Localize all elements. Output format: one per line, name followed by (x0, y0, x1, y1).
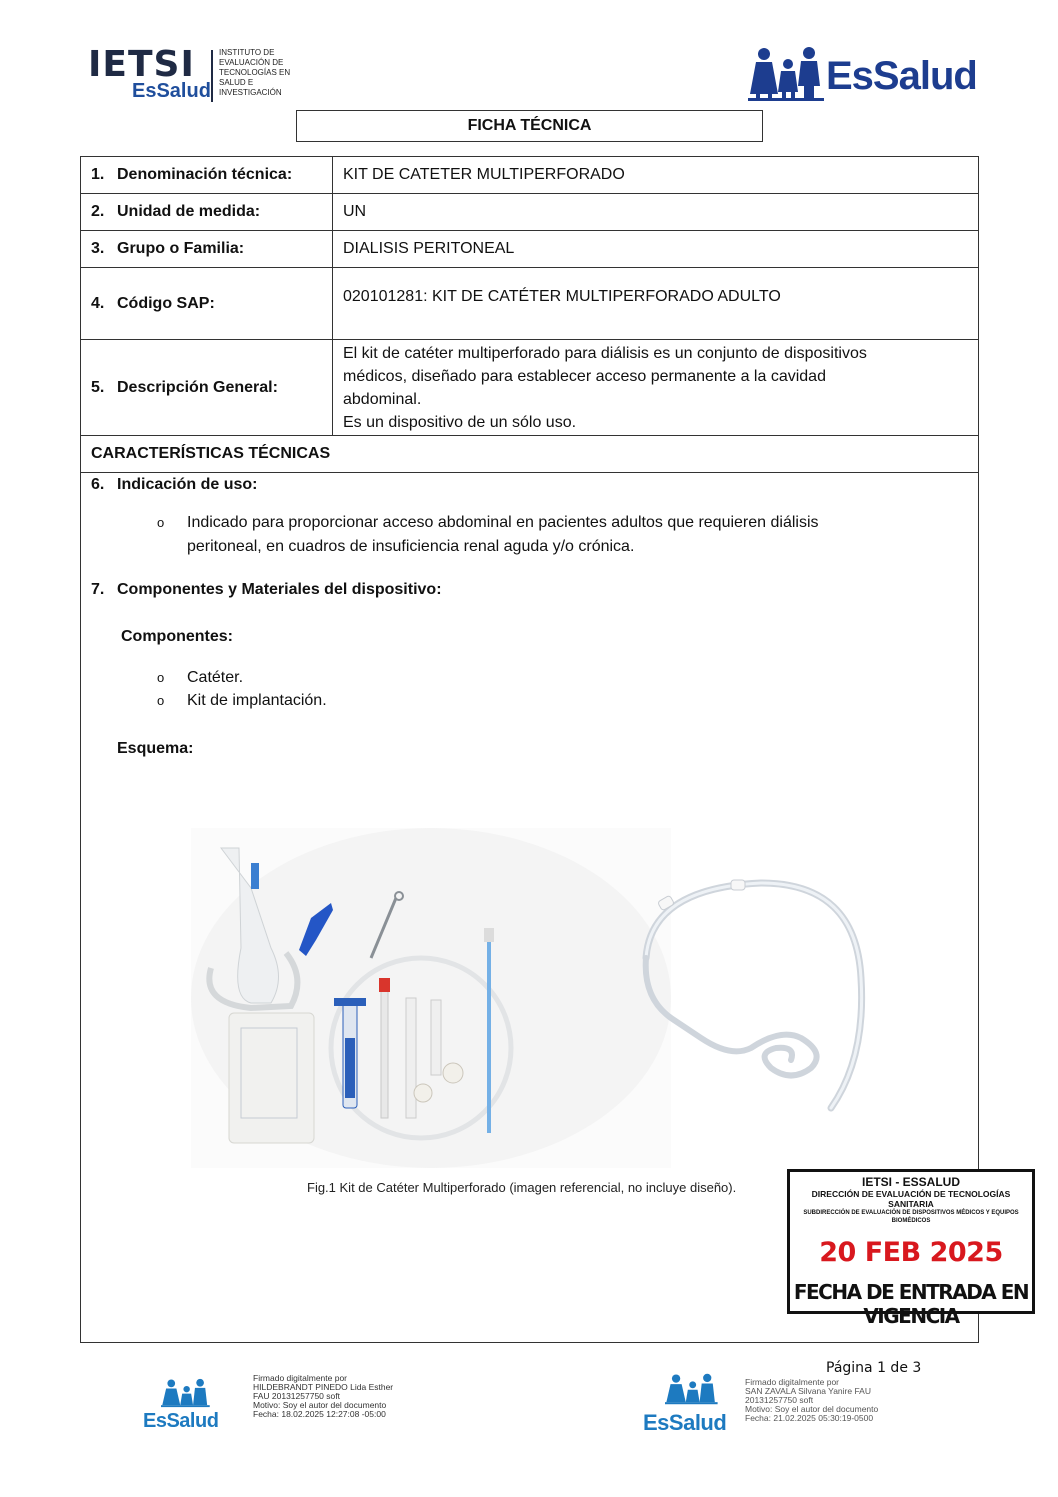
item-6-heading: 6. Indicación de uso: (91, 476, 258, 493)
row-label: 4. Código SAP: (81, 268, 333, 339)
table-row (81, 157, 978, 194)
row-value: DIALISIS PERITONEAL (343, 240, 515, 257)
family-icon (665, 1372, 719, 1406)
technical-sheet-table (80, 156, 979, 1343)
stamp-direction: DIRECCIÓN DE EVALUACIÓN DE TECNOLOGÍAS SANITARIA (811, 1189, 1011, 1209)
components-heading: Componentes: (121, 628, 233, 645)
essalud-logo-text: EsSalud (826, 54, 977, 98)
page-number: Página 1 de 3 (826, 1360, 922, 1376)
bullet-icon: o (157, 670, 165, 685)
stamp-label: FECHA DE ENTRADA EN VIGENCIA (793, 1280, 1029, 1328)
list-item: o Catéter. (157, 666, 243, 690)
bullet-icon: o (157, 515, 165, 530)
stamp-subdirection: SUBDIRECCIÓN DE EVALUACIÓN DE DISPOSITIVOS MÉDICOS Y EQUIPOS BIOMÉDICOS (803, 1210, 1019, 1224)
essalud-logo (748, 46, 978, 102)
section-heading: CARACTERÍSTICAS TÉCNICAS (81, 436, 978, 473)
footer-logo-text: EsSalud (643, 1410, 727, 1435)
digital-signature-1: Firmado digitalmente por HILDEBRANDT PINEDO Lida Esther FAU 20131257750 soft Motivo: Soy el autor del documento Fecha: 18.02.2025 12:27:08 -05:00 (253, 1373, 394, 1419)
row-label: 3. Grupo o Familia: (81, 231, 333, 267)
footer-essalud-logo (143, 1378, 233, 1434)
table-row (81, 231, 978, 268)
validity-stamp (787, 1169, 1035, 1328)
ietsi-logo-divider (211, 50, 213, 102)
footer-logo-text: EsSalud (143, 1410, 219, 1432)
digital-signature-2: Firmado digitalmente por SAN ZAVALA Silvana Yanire FAU 20131257750 soft Motivo: Soy el autor del documento Fecha: 21.02.2025 05:30:19-0500 (745, 1377, 879, 1423)
stamp-date: 20 FEB 2025 (819, 1237, 1003, 1268)
stamp-title: IETSI - ESSALUD (861, 1175, 960, 1189)
table-row (81, 194, 978, 231)
family-icon (748, 46, 826, 102)
row-label: 2. Unidad de medida: (81, 194, 333, 230)
catheter-photo (641, 868, 951, 1128)
row-label: 5. Descripción General: (81, 340, 333, 435)
family-icon (161, 1378, 211, 1408)
table-row (81, 268, 978, 340)
figure-caption: Fig.1 Kit de Catéter Multiperforado (imagen referencial, no incluye diseño). (307, 1180, 737, 1195)
row-label: 1. Denominación técnica: (81, 157, 333, 193)
kit-photo (191, 828, 671, 1168)
footer-essalud-logo (643, 1372, 743, 1436)
row-value: 020101281: KIT DE CATÉTER MULTIPERFORADO ADULTO (343, 288, 781, 305)
row-value: KIT DE CATETER MULTIPERFORADO (343, 166, 625, 183)
document-title: FICHA TÉCNICA (296, 110, 763, 142)
row-value: UN (343, 203, 367, 220)
ietsi-institute-name: INSTITUTO DE EVALUACIÓN DE TECNOLOGÍAS EN SALUD E INVESTIGACIÓN (219, 48, 291, 97)
ietsi-logo-sub: EsSalud (132, 80, 211, 102)
ietsi-logo (88, 46, 308, 106)
item-7-heading: 7. Componentes y Materiales del dispositivo: (91, 581, 442, 598)
scheme-heading: Esquema: (117, 740, 194, 757)
table-row (81, 340, 978, 436)
list-item: o Kit de implantación. (157, 689, 327, 713)
ietsi-logo-main: IETSI (88, 44, 195, 85)
row-value: El kit de catéter multiperforado para diálisis es un conjunto de dispositivos médicos, diseñado para establecer acceso permanente a la cavidad abdominal. Es un dispositivo de un sólo uso. (343, 344, 867, 431)
list-item: o Indicado para proporcionar acceso abdominal en pacientes adultos que requieren diálisis peritoneal, en cuadros de insuficiencia renal aguda y/o crónica. (157, 511, 819, 559)
bullet-icon: o (157, 693, 165, 708)
